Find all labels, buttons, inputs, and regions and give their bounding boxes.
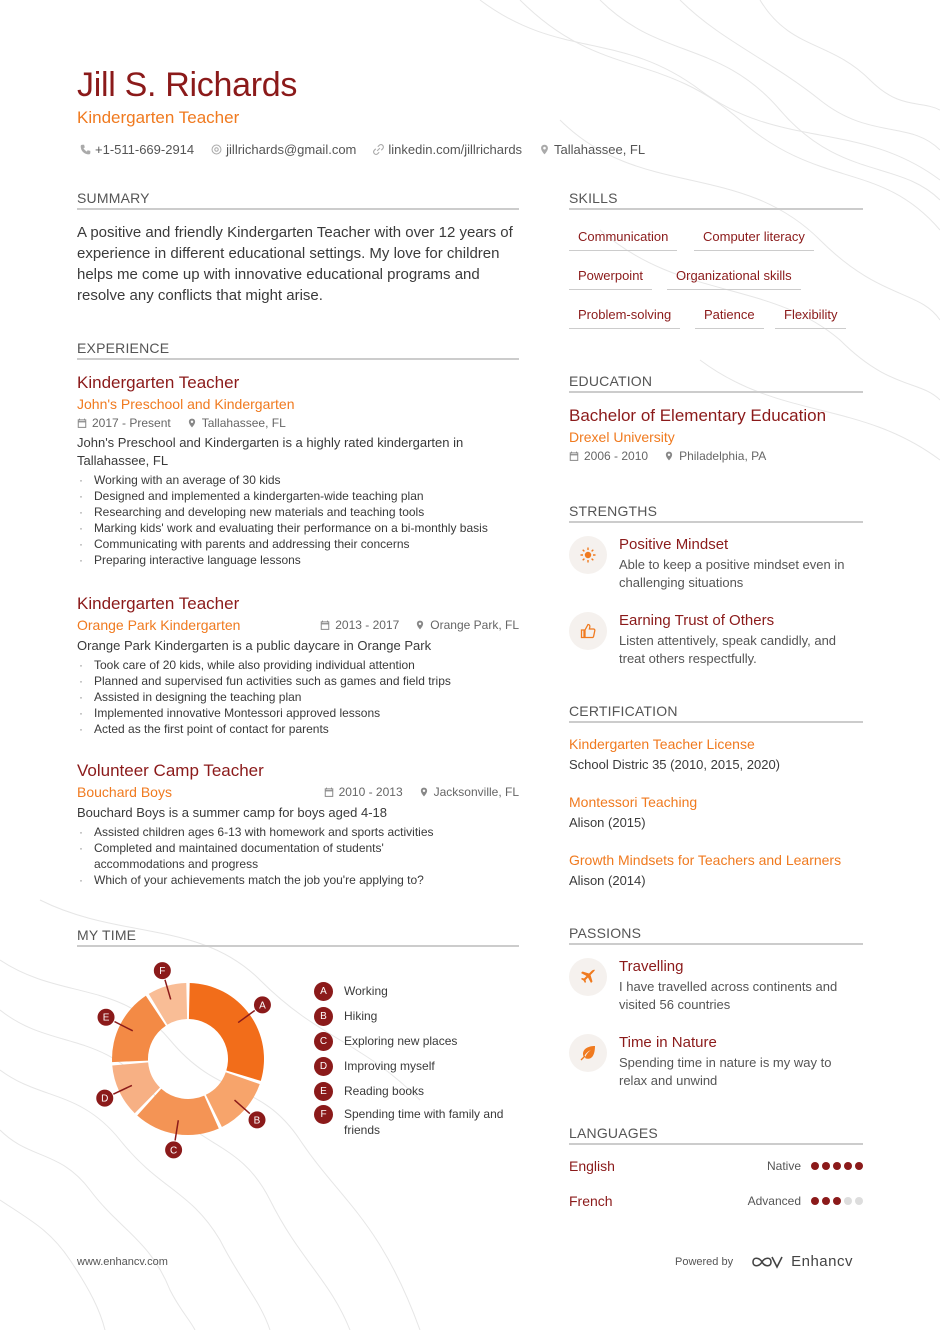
job-bullet: · Marking kids' work and evaluating their performance on a bi-monthly basis — [77, 520, 519, 536]
education-meta — [569, 449, 863, 463]
job-bullet: · Assisted in designing the teaching plan — [77, 689, 519, 705]
job-description: Bouchard Boys is a summer camp for boys aged 4-18 — [77, 805, 387, 820]
certification-item — [569, 794, 863, 830]
contact-email-text: jillrichards@gmail.com — [226, 142, 357, 157]
strengths-heading: STRENGTHS — [569, 503, 863, 523]
passion-item — [619, 1034, 863, 1090]
passions-heading: PASSIONS — [569, 925, 863, 945]
experience-entry — [77, 761, 519, 888]
legend-label: Reading books — [344, 1084, 425, 1098]
donut-label-letter: B — [253, 1115, 261, 1127]
donut-label-letter: C — [169, 1145, 178, 1157]
language-name: English — [569, 1158, 615, 1174]
map-pin-icon — [187, 418, 197, 428]
school-name: Drexel University — [569, 429, 675, 445]
job-bullets — [77, 824, 437, 888]
legend-label: Hiking — [344, 1009, 378, 1023]
legend-badge: D — [314, 1057, 333, 1076]
language-rating-dots — [811, 1197, 863, 1205]
company-name: Orange Park Kindergarten — [77, 617, 241, 633]
contact-linkedin[interactable] — [373, 142, 522, 157]
strength-description: Able to keep a positive mindset even in challenging situations — [619, 557, 845, 590]
donut-label-letter: A — [259, 1000, 266, 1012]
rating-dot-filled — [844, 1162, 852, 1170]
calendar-icon — [77, 418, 87, 428]
summary-heading: SUMMARY — [77, 190, 519, 210]
job-dates: 2017 - Present — [92, 416, 171, 430]
education-entry — [569, 406, 863, 463]
thumbs-up-icon — [569, 612, 607, 650]
plane-icon — [569, 958, 607, 996]
job-meta — [320, 618, 519, 632]
leaf-icon — [569, 1034, 607, 1072]
map-pin-icon — [664, 451, 674, 461]
rating-dot-filled — [833, 1197, 841, 1205]
legend-badge: B — [314, 1007, 333, 1026]
at-icon — [211, 144, 222, 155]
certification-item — [569, 736, 863, 772]
experience-entry — [77, 373, 519, 568]
contact-linkedin-text: linkedin.com/jillrichards — [388, 142, 523, 157]
skill-tag: Flexibility — [775, 307, 846, 329]
passion-description: Spending time in nature is my way to relax and unwind — [619, 1055, 832, 1088]
education-dates: 2006 - 2010 — [584, 449, 649, 463]
donut-label-letter: D — [101, 1093, 109, 1105]
job-title: Kindergarten Teacher — [77, 373, 240, 392]
job-bullet: · Assisted children ages 6-13 with homework and sports activities — [77, 824, 437, 840]
skills-heading: SKILLS — [569, 190, 863, 210]
map-pin-icon — [419, 787, 429, 797]
skill-tag: Powerpoint — [569, 268, 652, 290]
job-title: Kindergarten Teacher — [77, 594, 240, 613]
certification-title: Kindergarten Teacher License — [569, 736, 755, 752]
link-icon — [373, 144, 384, 155]
job-description: Orange Park Kindergarten is a public daycare in Orange Park — [77, 638, 432, 653]
legend-badge: C — [314, 1032, 333, 1051]
experience-heading: EXPERIENCE — [77, 340, 519, 360]
rating-dot-filled — [833, 1162, 841, 1170]
job-title: Volunteer Camp Teacher — [77, 761, 264, 780]
candidate-title: Kindergarten Teacher — [77, 108, 240, 127]
certification-heading: CERTIFICATION — [569, 703, 863, 723]
rating-dot-filled — [855, 1162, 863, 1170]
rating-dot-filled — [811, 1197, 819, 1205]
passion-description: I have travelled across continents and visited 56 countries — [619, 979, 838, 1012]
rating-dot-empty — [855, 1197, 863, 1205]
language-level: Advanced — [747, 1194, 801, 1208]
donut-label-letter: F — [159, 966, 166, 978]
legend-item — [314, 1105, 519, 1138]
job-bullet: · Working with an average of 30 kids — [77, 472, 519, 488]
job-bullet: · Took care of 20 kids, while also providing individual attention — [77, 657, 519, 673]
job-location: Tallahassee, FL — [201, 416, 286, 430]
strength-item — [619, 612, 863, 668]
certification-title: Growth Mindsets for Teachers and Learners — [569, 852, 842, 868]
legend-label: Spending time with family and friends — [344, 1107, 504, 1137]
skill-tag: Problem-solving — [569, 307, 680, 329]
degree: Bachelor of Elementary Education — [569, 406, 827, 425]
job-bullets — [77, 472, 519, 568]
skill-tag: Communication — [569, 229, 677, 251]
strength-title: Positive Mindset — [619, 536, 729, 553]
language-row — [569, 1193, 863, 1209]
experience-entry — [77, 594, 519, 737]
rating-dot-filled — [822, 1197, 830, 1205]
job-meta — [77, 416, 519, 430]
language-row — [569, 1158, 863, 1174]
contact-bar — [80, 142, 662, 157]
contact-phone-text: +1-511-669-2914 — [95, 142, 195, 157]
company-name: Bouchard Boys — [77, 784, 172, 800]
my-time-heading: MY TIME — [77, 927, 519, 947]
job-bullet: · Implemented innovative Montessori approved lessons — [77, 705, 519, 721]
passion-title: Travelling — [619, 958, 684, 975]
language-rating-dots — [811, 1162, 863, 1170]
legend-item — [314, 982, 388, 1001]
certification-title: Montessori Teaching — [569, 794, 698, 810]
candidate-name: Jill S. Richards — [77, 66, 298, 104]
contact-email[interactable] — [211, 142, 356, 157]
certification-description: School Distric 35 (2010, 2015, 2020) — [569, 757, 781, 772]
enhancv-logo-icon — [751, 1254, 785, 1270]
donut-label-letter: E — [102, 1012, 110, 1024]
job-bullet: · Researching and developing new materials and teaching tools — [77, 504, 519, 520]
certification-item — [569, 852, 863, 888]
my-time-donut-chart — [77, 960, 307, 1160]
certification-description: Alison (2015) — [569, 815, 646, 830]
legend-item — [314, 1057, 435, 1076]
job-bullet: · Preparing interactive language lessons — [77, 552, 519, 568]
job-bullet: · Communicating with parents and addressing their concerns — [77, 536, 519, 552]
education-location: Philadelphia, PA — [679, 449, 767, 463]
legend-item — [314, 1032, 457, 1051]
footer-website[interactable]: www.enhancv.com — [77, 1256, 168, 1268]
certification-description: Alison (2014) — [569, 873, 646, 888]
contact-phone[interactable] — [80, 142, 194, 157]
skill-tag: Patience — [695, 307, 764, 329]
calendar-icon — [569, 451, 579, 461]
passion-item — [619, 958, 863, 1014]
summary-text: A positive and friendly Kindergarten Teacher with over 12 years of experience in different educational settings. My love for children helps me come up with innovative educational programs and resolve any conflicts that might arise. — [77, 224, 513, 304]
map-pin-icon — [539, 144, 550, 155]
language-name: French — [569, 1193, 613, 1209]
job-bullet: · Completed and maintained documentation of students' accommodations and progress — [77, 840, 437, 872]
legend-label: Exploring new places — [344, 1034, 458, 1048]
calendar-icon — [320, 620, 330, 630]
company-name: John's Preschool and Kindergarten — [77, 396, 295, 412]
sun-icon — [569, 536, 607, 574]
job-description: John's Preschool and Kindergarten is a highly rated kindergarten in Tallahassee, FL — [77, 435, 464, 468]
rating-dot-empty — [844, 1197, 852, 1205]
legend-badge: F — [314, 1105, 333, 1124]
legend-badge: A — [314, 982, 333, 1001]
job-bullet: · Which of your achievements match the job you're applying to? — [77, 872, 437, 888]
education-heading: EDUCATION — [569, 373, 863, 393]
brand-name: Enhancv — [791, 1253, 853, 1270]
phone-icon — [80, 144, 91, 155]
footer-branding — [675, 1253, 853, 1270]
job-location: Orange Park, FL — [430, 618, 519, 632]
calendar-icon — [324, 787, 334, 797]
rating-dot-filled — [822, 1162, 830, 1170]
donut-segment — [189, 983, 264, 1081]
legend-item — [314, 1082, 424, 1101]
legend-badge: E — [314, 1082, 333, 1101]
job-location: Jacksonville, FL — [433, 785, 519, 799]
job-bullet: · Designed and implemented a kindergarten-wide teaching plan — [77, 488, 519, 504]
job-dates: 2013 - 2017 — [335, 618, 400, 632]
job-bullets — [77, 657, 519, 737]
rating-dot-filled — [811, 1162, 819, 1170]
legend-item — [314, 1007, 377, 1026]
job-meta — [324, 785, 519, 799]
legend-label: Improving myself — [344, 1059, 435, 1073]
legend-label: Working — [344, 984, 388, 998]
contact-location — [539, 142, 645, 157]
languages-heading: LANGUAGES — [569, 1125, 863, 1145]
language-level: Native — [766, 1159, 801, 1173]
contact-location-text: Tallahassee, FL — [554, 142, 646, 157]
map-pin-icon — [415, 620, 425, 630]
strength-description: Listen attentively, speak candidly, and treat others respectfully. — [619, 633, 837, 666]
skill-tag: Computer literacy — [694, 229, 814, 251]
strength-title: Earning Trust of Others — [619, 612, 775, 629]
skill-tag: Organizational skills — [667, 268, 801, 290]
job-bullet: · Planned and supervised fun activities such as games and field trips — [77, 673, 519, 689]
strength-item — [619, 536, 863, 592]
job-dates: 2010 - 2013 — [338, 785, 403, 799]
job-bullet: · Acted as the first point of contact for parents — [77, 721, 519, 737]
powered-by-label: Powered by — [675, 1255, 734, 1268]
passion-title: Time in Nature — [619, 1034, 717, 1051]
